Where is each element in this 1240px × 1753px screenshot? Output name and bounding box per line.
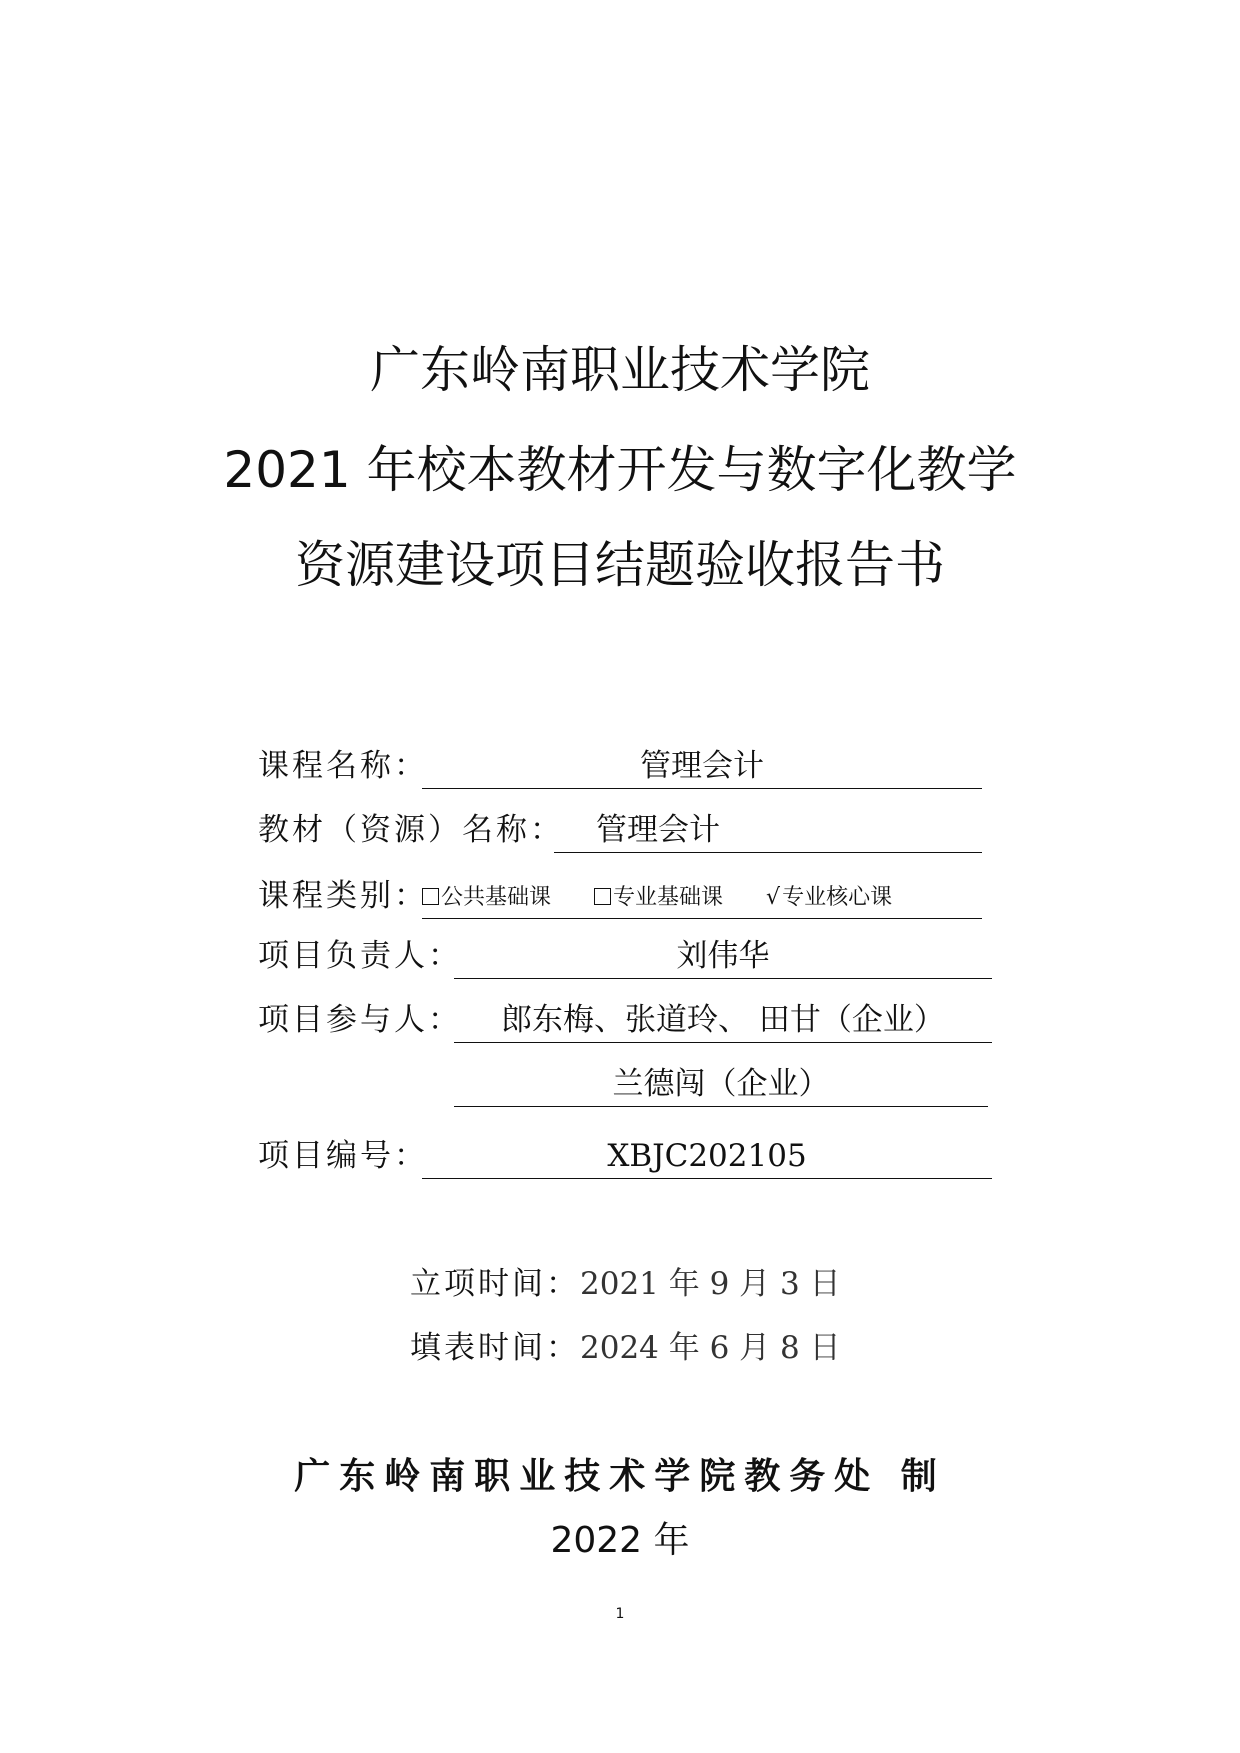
course-name-label: 课程名称： xyxy=(258,748,428,784)
fill-date-row xyxy=(410,1326,841,1370)
material-name-field xyxy=(554,808,982,853)
title-line-1: 广东岭南职业技术学院 xyxy=(370,341,870,399)
category-option-label: 专业基础课 xyxy=(613,885,724,910)
project-number-field xyxy=(422,1134,992,1179)
checkbox-unchecked-icon xyxy=(422,888,439,905)
material-name-label: 教材（资源）名称： xyxy=(258,812,564,848)
check-mark-icon: √ xyxy=(766,885,781,910)
setup-date-label: 立项时间： xyxy=(410,1266,580,1302)
material-name-value: 管理会计 xyxy=(596,812,720,848)
checkbox-unchecked-icon xyxy=(594,888,611,905)
setup-date-row xyxy=(410,1262,841,1306)
fill-date-value: 2024 年 6 月 8 日 xyxy=(580,1330,841,1366)
category-option-professional-core xyxy=(766,874,892,922)
issue-year: 2022 年 xyxy=(550,1520,690,1561)
fill-date-label: 填表时间： xyxy=(410,1330,580,1366)
category-option-professional-basic xyxy=(594,874,723,922)
project-members-field-line2 xyxy=(454,1062,988,1107)
title-line-2: 2021 年校本教材开发与数字化教学 xyxy=(223,441,1017,499)
category-option-label: 公共基础课 xyxy=(441,885,552,910)
category-option-public-basic xyxy=(422,874,551,922)
issuer-text: 广东岭南职业技术学院教务处 制 xyxy=(294,1456,946,1497)
project-leader-field xyxy=(454,934,992,979)
project-members-field-line1 xyxy=(454,998,992,1043)
project-leader-value: 刘伟华 xyxy=(676,938,770,974)
project-members-value-line2: 兰德闯（企业） xyxy=(612,1066,830,1102)
course-category-label: 课程类别： xyxy=(258,878,428,914)
page-number: 1 xyxy=(615,1606,625,1622)
project-members-label: 项目参与人： xyxy=(258,1002,462,1038)
project-members-value-line1: 郎东梅、张道玲、 田甘（企业） xyxy=(501,1002,945,1038)
setup-date-value: 2021 年 9 月 3 日 xyxy=(580,1266,841,1302)
project-number-value: XBJC202105 xyxy=(607,1138,807,1174)
category-option-label: 专业核心课 xyxy=(782,885,893,910)
project-number-label: 项目编号： xyxy=(258,1138,428,1174)
title-line-3: 资源建设项目结题验收报告书 xyxy=(295,536,945,594)
course-name-value: 管理会计 xyxy=(640,748,764,784)
course-category-field xyxy=(422,874,982,919)
course-name-field xyxy=(422,744,982,789)
project-leader-label: 项目负责人： xyxy=(258,938,462,974)
